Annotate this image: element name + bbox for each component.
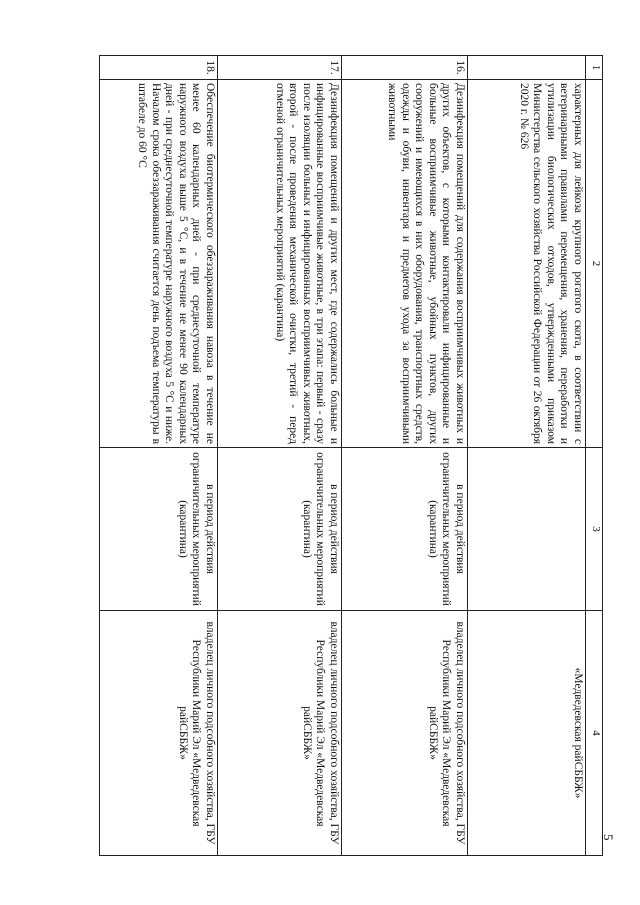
- table-row: [342, 56, 468, 856]
- row-number: 18.: [100, 56, 218, 80]
- table-header-row: [586, 56, 603, 856]
- responsible-party: владелец личного подсобного хозяйства, ГБУ Республики Марий Эл «Медведевская райСББЖ»: [218, 611, 342, 856]
- row-number: [468, 56, 586, 80]
- measure-description: Обеспечение биотермического обеззараживания навоза в течение не менее 60 календарных дней - при среднесуточной температуре наружного воздуха выше 5 °С, и в течение не менее 90 календарных дней - при среднесуточной температуре наружного воздуха 5 °С и ниже. Началом срока обеззараживания считается день подъема температуры в штабеле до 60 °С: [100, 80, 218, 448]
- row-number: 17.: [218, 56, 342, 80]
- column-header: 4: [586, 611, 603, 856]
- measures-table: [99, 55, 603, 856]
- measure-description: характерных для лейкоза крупного рогатого скота, в соответствии с ветеринарными правилами перемещения, хранения, переработки и утилизации биологических отходов, утвержденными приказом Министерства сельского хозяйства Российской Федерации от 26 октября 2020 г. № 626: [468, 80, 586, 448]
- measure-term: в период действия ограничительных мероприятий (карантина): [218, 448, 342, 611]
- measure-term: в период действия ограничительных мероприятий (карантина): [100, 448, 218, 611]
- measure-term: [468, 448, 586, 611]
- column-header: 2: [586, 80, 603, 448]
- column-header: 1: [586, 56, 603, 80]
- row-number: 16.: [342, 56, 468, 80]
- responsible-party: владелец личного подсобного хозяйства, ГБУ Республики Марий Эл «Медведевская райСББЖ»: [342, 611, 468, 856]
- measure-term: в период действия ограничительных мероприятий (карантина): [342, 448, 468, 611]
- measure-description: Дезинфекция помещений для содержания восприимчивых животных и других объектов, с которыми контактировали инфицированные и больные восприимчивые животные, убойных пунктов, других сооружений и имеющихся в них оборудования, транспортных средств, одежды и обуви, инвентаря и предметов ухода за восприимчивыми животными: [342, 80, 468, 448]
- table-row: [100, 56, 218, 856]
- page-number: 5: [601, 834, 616, 841]
- table-row: [468, 56, 586, 856]
- responsible-party: владелец личного подсобного хозяйства, ГБУ Республики Марий Эл «Медведевская райСББЖ»: [100, 611, 218, 856]
- table-row: [218, 56, 342, 856]
- measure-description: Дезинфекция помещений и других мест, где содержались больные и инфицированные восприимчивые животные, в три этапа: первый - сразу после изоляции больных и инфицированных восприимчивых животных, второй - после проведения механической очистки, третий - перед отменой ограничительных мероприятий (карантина): [218, 80, 342, 448]
- column-header: 3: [586, 448, 603, 611]
- responsible-party: «Медведевская райСББЖ»: [468, 611, 586, 856]
